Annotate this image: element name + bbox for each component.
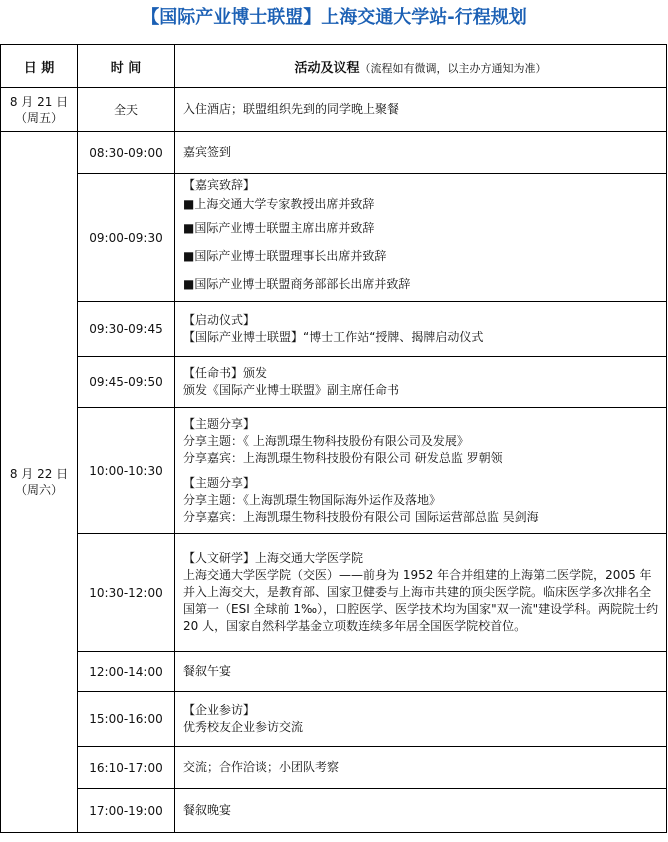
activity-cell <box>175 174 667 302</box>
activity-bullet: ■上海交通大学专家教授出席并致辞 <box>183 197 375 211</box>
schedule-table <box>0 44 667 833</box>
activity-cell <box>175 302 667 357</box>
activity-cell <box>175 408 667 534</box>
date-cell <box>1 88 78 132</box>
activity-line: 分享嘉宾：上海凯璟生物科技股份有限公司 国际运营部总监 吴剑海 <box>183 509 539 524</box>
activity-line: 分享嘉宾：上海凯璟生物科技股份有限公司 研发总监 罗朝领 <box>183 450 503 465</box>
header-activity <box>175 45 667 88</box>
activity-line: 【嘉宾致辞】 <box>183 178 256 192</box>
activity-line: 【企业参访】 <box>183 703 256 717</box>
activity-line: 【主题分享】 <box>183 416 256 431</box>
activity-cell <box>175 132 667 174</box>
table-row <box>1 132 667 174</box>
activity-line: 优秀校友企业参访交流 <box>183 720 304 734</box>
time-cell: 16:10-17:00 <box>78 747 175 789</box>
spacer <box>183 467 660 475</box>
table-row <box>1 534 667 652</box>
time-cell: 全天 <box>78 88 175 132</box>
date-cell <box>1 132 78 833</box>
activity-line: 上海交通大学医学院（交医）——前身为 1952 年合并组建的上海第二医学院，2005 年并入上海交大，是教育部、国家卫健委与上海市共建的顶尖医学院。临床医学多次排名全国第一（ESI 全球前 1‰），口腔医学、医学技术均为国家"双一流"建设学科。两院院士约 20 人，国家自然科学基金立项数连续多年居全国医学院校首位。 <box>183 568 662 633</box>
activity-line: 【人文研学】上海交通大学医学院 <box>183 551 364 565</box>
date-text: 8 月 21 日 <box>9 94 69 109</box>
activity-line: 【任命书】颁发 <box>183 366 268 380</box>
table-row <box>1 302 667 357</box>
time-cell: 09:45-09:50 <box>78 357 175 408</box>
header-activity-note: （流程如有微调，以主办方通知为准） <box>359 61 547 75</box>
time-cell: 10:30-12:00 <box>78 534 175 652</box>
time-cell: 17:00-19:00 <box>78 789 175 833</box>
table-row <box>1 789 667 833</box>
table-row <box>1 747 667 789</box>
weekday-text: （周五） <box>14 110 63 125</box>
activity-line: 餐叙晚宴 <box>183 803 232 817</box>
table-row <box>1 88 667 132</box>
activity-cell <box>175 357 667 408</box>
time-cell: 09:30-09:45 <box>78 302 175 357</box>
header-row <box>1 45 667 88</box>
activity-line: 【启动仪式】 <box>183 313 256 327</box>
page-title: 【国际产业博士联盟】上海交通大学站-行程规划 <box>141 7 527 28</box>
activity-cell <box>175 534 667 652</box>
table-row <box>1 357 667 408</box>
activity-line: 餐叙午宴 <box>183 664 232 678</box>
activity-cell <box>175 789 667 833</box>
header-activity-label: 活动及议程 <box>294 60 360 76</box>
activity-line: 分享主题：《上海凯璟生物国际海外运作及落地》 <box>183 492 442 507</box>
header-date: 日 期 <box>1 45 78 88</box>
weekday-text: （周六） <box>14 483 63 497</box>
activity-line: 颁发《国际产业博士联盟》副主席任命书 <box>183 383 400 397</box>
table-row <box>1 692 667 747</box>
date-text: 8 月 22 日 <box>9 467 69 481</box>
time-cell: 15:00-16:00 <box>78 692 175 747</box>
table-row <box>1 652 667 692</box>
activity-line: 嘉宾签到 <box>183 145 232 159</box>
activity-bullet: ■国际产业博士联盟商务部部长出席并致辞 <box>183 277 411 291</box>
activity-line: 【主题分享】 <box>183 475 256 490</box>
table-row <box>1 174 667 302</box>
table-row <box>1 408 667 534</box>
time-cell: 09:00-09:30 <box>78 174 175 302</box>
activity-line: 交流；合作洽谈；小团队考察 <box>183 760 340 774</box>
time-cell: 12:00-14:00 <box>78 652 175 692</box>
activity-bullet: ■国际产业博士联盟主席出席并致辞 <box>183 221 375 235</box>
activity-line: 入住酒店；联盟组织先到的同学晚上聚餐 <box>183 102 400 116</box>
activity-line: 【国际产业博士联盟】“博士工作站“授牌、揭牌启动仪式 <box>183 330 484 344</box>
time-cell: 10:00-10:30 <box>78 408 175 534</box>
header-time: 时 间 <box>78 45 175 88</box>
activity-line: 分享主题：《 上海凯璟生物科技股份有限公司及发展》 <box>183 433 469 448</box>
time-cell: 08:30-09:00 <box>78 132 175 174</box>
activity-cell <box>175 747 667 789</box>
activity-bullet: ■国际产业博士联盟理事长出席并致辞 <box>183 249 387 263</box>
activity-cell <box>175 88 667 132</box>
activity-cell <box>175 652 667 692</box>
activity-cell <box>175 692 667 747</box>
